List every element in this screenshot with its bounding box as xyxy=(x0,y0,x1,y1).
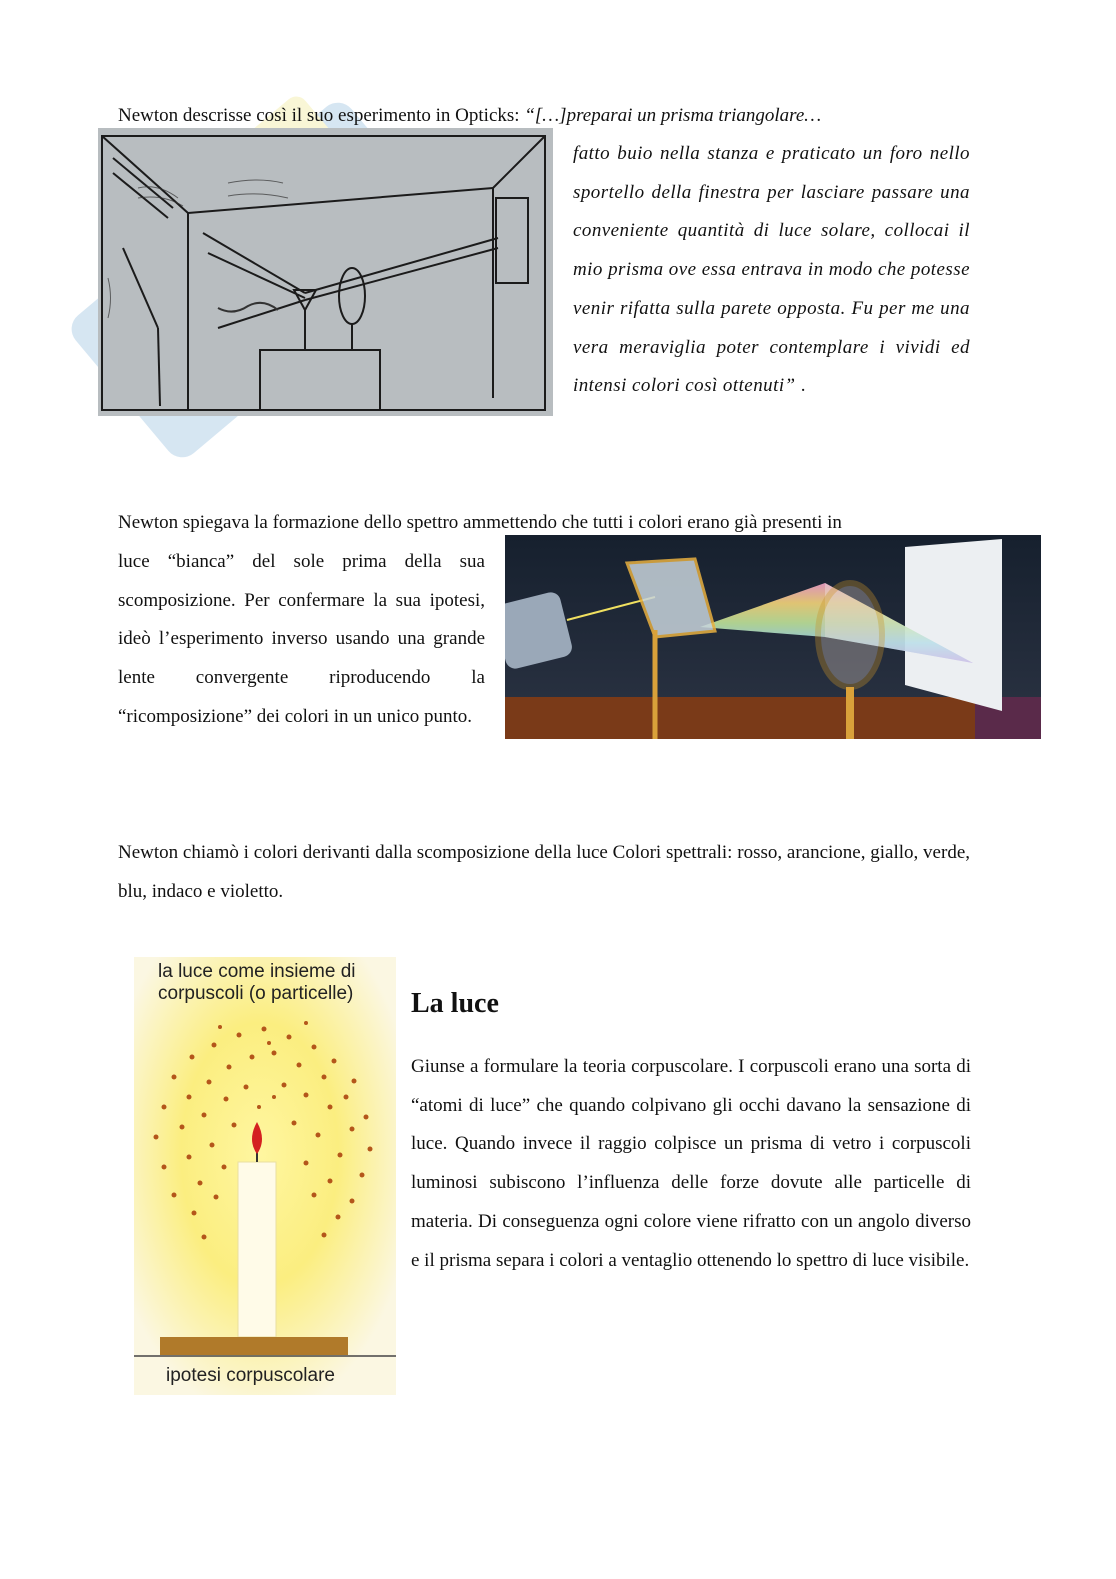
spectrum-paragraph-body: luce “bianca” del sole prima della sua scomposizione. Per confermare la sua ipotesi, ideò l’esperimento inverso usando una grande lente convergente riproducendo la “ricomposizione” dei colori in un unico punto. xyxy=(118,551,485,727)
candle-particles-figure xyxy=(134,957,396,1395)
spectrum-paragraph-first-line: Newton spiegava la formazione dello spettro ammettendo che tutti i colori erano già presenti in xyxy=(118,512,842,533)
prism-experiment-figure xyxy=(505,535,1041,739)
spectral-colors-paragraph: Newton chiamò i colori derivanti dalla scomposizione della luce Colori spettrali: rosso, arancione, giallo, verde, blu, indaco e violetto. xyxy=(118,842,970,902)
quote-start: “[…]preparai un prisma triangolare… xyxy=(524,105,822,126)
candle-caption-bottom: ipotesi corpuscolare xyxy=(166,1365,335,1386)
quote-rest: fatto buio nella stanza e praticato un foro nello sportello della finestra per lasciare passare una conveniente quantità di luce solare, collocai il mio prisma ove essa entrava in modo che potesse venir rifatta sulla parete opposta. Fu per me una vera meraviglia poter contemplare i vividi ed intensi colori così ottenuti” xyxy=(573,143,970,397)
intro-text: Newton descrisse così il suo esperimento in Opticks: xyxy=(118,105,525,126)
section-heading: La luce xyxy=(411,988,499,1019)
candle-caption-top-line2: corpuscoli (o particelle) xyxy=(158,983,354,1004)
quote-end: . xyxy=(795,375,806,397)
newton-sketch-figure xyxy=(98,128,553,416)
quote-body xyxy=(573,135,970,406)
candle-caption-top-line1: la luce come insieme di xyxy=(158,961,356,982)
corpuscular-theory-paragraph: Giunse a formulare la teoria corpuscolare. I corpuscoli erano una sorta di “atomi di luce” che quando colpivano gli occhi davano la sensazione di luce. Quando invece il raggio colpisce un prisma di vetro i corpuscoli luminosi subiscono l’influenza delle forze dovute alle particelle di materia. Di conseguenza ogni colore viene rifratto con un angolo diverso e il prisma separa i colori a ventaglio ottenendo lo spettro di luce visibile. xyxy=(411,1056,971,1271)
